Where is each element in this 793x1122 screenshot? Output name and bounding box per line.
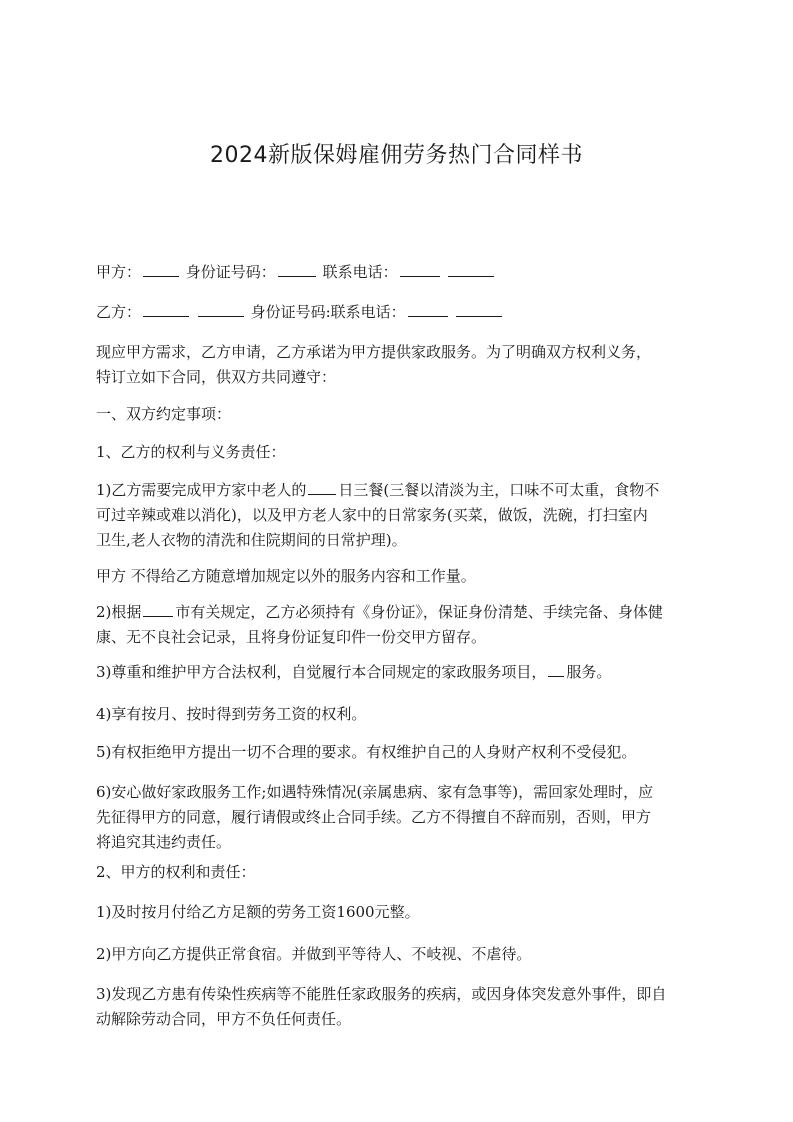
- party-a-id-blank: [278, 261, 316, 277]
- b-item-1-line-2: 可过辛辣或难以消化)，以及甲方老人家中的日常家务(买菜，做饭，洗碗，打扫室内: [96, 506, 648, 524]
- party-b-line: [96, 300, 708, 325]
- intro-paragraph: [96, 340, 708, 390]
- b-item-1-line-3: 卫生,老人衣物的清洗和住院期间的日常护理)。: [96, 531, 407, 549]
- party-b-label: 乙方：: [96, 303, 142, 321]
- party-a-note: 甲方 不得给乙方随意增加规定以外的服务内容和工作量。: [96, 567, 476, 585]
- b-item-1-part-2: 日三餐(三餐以清淡为主，口味不可太重，食物不: [338, 481, 660, 499]
- b-item-6-line-3: 将追究其违约责任。: [96, 833, 232, 851]
- b-item-2-blank: [143, 601, 173, 617]
- b-item-1-blank: [308, 479, 336, 495]
- party-a-phone-blank-1: [400, 261, 440, 277]
- subsection-2-heading: 2、甲方的权利和责任：: [96, 863, 256, 881]
- party-b-id-phone-label: 身份证号码:联系电话：: [250, 303, 406, 321]
- b-item-2: [96, 600, 708, 650]
- b-item-4: 4)享有按月、按时得到劳务工资的权利。: [96, 705, 367, 723]
- b-item-6: [96, 780, 708, 855]
- b-item-3-part-1: 3)尊重和维护甲方合法权利，自觉履行本合同规定的家政服务项目，: [96, 663, 547, 681]
- party-a-name-blank: [143, 261, 179, 277]
- party-b-phone-blank-1: [408, 301, 448, 317]
- b-item-3: [96, 660, 708, 685]
- party-b-name-blank-1: [143, 301, 189, 317]
- a-item-3: [96, 982, 708, 1032]
- subsection-1-heading: 1、乙方的权利与义务责任：: [96, 443, 286, 461]
- b-item-5: 5)有权拒绝甲方提出一切不合理的要求。有权维护自己的人身财产权利不受侵犯。: [96, 743, 637, 761]
- a-item-3-line-1: 3)发现乙方患有传染性疾病等不能胜任家政服务的疾病，或因身体突发意外事件，即自: [96, 985, 667, 1003]
- party-b-phone-blank-2: [456, 301, 502, 317]
- b-item-1-part-1: 1)乙方需要完成甲方家中老人的: [96, 481, 307, 499]
- b-item-1: [96, 478, 708, 553]
- document-title: 2024新版保姆雇佣劳务热门合同样书: [210, 143, 583, 168]
- b-item-3-blank: [548, 661, 564, 677]
- intro-line-2: 特订立如下合同，供双方共同遵守：: [96, 368, 337, 386]
- b-item-6-line-2: 先征得甲方的同意，履行请假或终止合同手续。乙方不得擅自不辞而别，否则，甲方: [96, 808, 652, 826]
- b-item-3-part-2: 服务。: [566, 663, 612, 681]
- b-item-6-line-1: 6)安心做好家政服务工作;如遇特殊情况(亲属患病、家有急事等)，需回家处理时，应: [96, 783, 654, 801]
- intro-line-1: 现应甲方需求，乙方申请，乙方承诺为甲方提供家政服务。为了明确双方权利义务，: [96, 343, 652, 361]
- party-a-phone-blank-2: [448, 261, 494, 277]
- party-a-phone-label: 联系电话：: [322, 263, 398, 281]
- a-item-2: 2)甲方向乙方提供正常食宿。并做到平等待人、不岐视、不虐待。: [96, 945, 532, 963]
- party-a-line: [96, 260, 708, 285]
- b-item-2-part-2: 市有关规定，乙方必须持有《身份证》，保证身份清楚、手续完备、身体健: [175, 603, 663, 621]
- document-body: [96, 0, 708, 1122]
- b-item-2-part-1: 2)根据: [96, 603, 142, 621]
- section-1-heading: 一、双方约定事项：: [96, 405, 232, 423]
- party-a-label: 甲方：: [96, 263, 142, 281]
- party-b-name-blank-2: [198, 301, 244, 317]
- party-a-id-label: 身份证号码：: [185, 263, 276, 281]
- b-item-2-line-2: 康、无不良社会记录，且将身份证复印件一份交甲方留存。: [96, 628, 487, 646]
- a-item-3-line-2: 动解除劳动合同，甲方不负任何责任。: [96, 1010, 352, 1028]
- a-item-1: 1)及时按月付给乙方足额的劳务工资1600元整。: [96, 903, 420, 921]
